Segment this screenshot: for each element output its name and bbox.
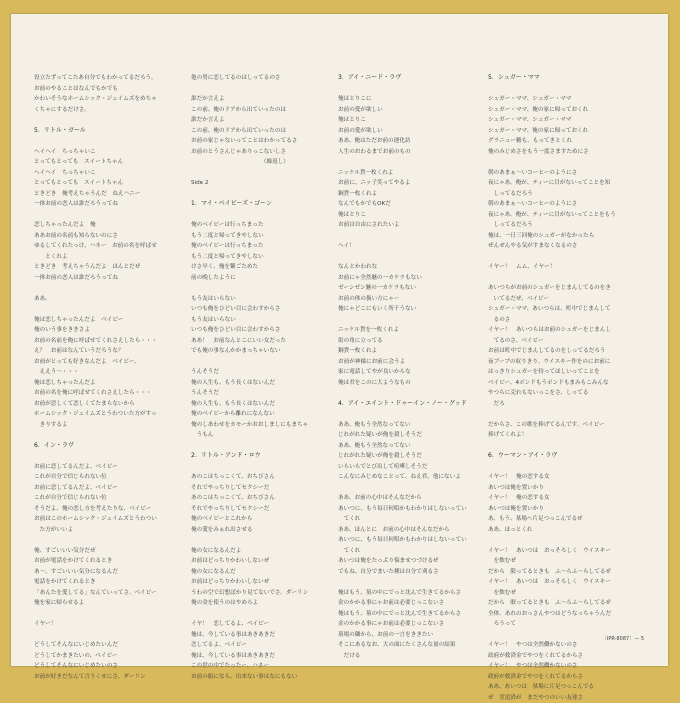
lyric-line: を飲むぜ bbox=[488, 588, 616, 599]
blank-line bbox=[34, 210, 157, 221]
lyric-line: ベイビー、4ポンドもうポンドもまみもこみんな bbox=[488, 378, 616, 389]
lyric-line: 俺はとりこ bbox=[338, 115, 467, 126]
lyric-line: うんそうだ bbox=[191, 367, 308, 378]
lyric-line: 墓場の隣から、お前の一言をききたい bbox=[338, 630, 467, 641]
lyric-line: シュガー・ママ、シュガー・ママ bbox=[488, 94, 616, 105]
lyric-line: お前の名を俺に呼ばせてくれさえしたら・・・ bbox=[34, 388, 157, 399]
lyric-line: あいつらがお前のシュガーをじまんしてるのをき bbox=[488, 283, 616, 294]
lyric-line: この前、俺のドアから出ていったのは bbox=[191, 105, 308, 116]
lyric-line: お前が好きだなんて言うくせにさ、ダーリン bbox=[34, 672, 157, 683]
lyric-line: お前はどっちりかわいしないぜ bbox=[191, 577, 308, 588]
blank-line bbox=[191, 441, 308, 452]
blank-line bbox=[34, 430, 157, 441]
song-title: 2．リトル・アンド・ロウ bbox=[191, 451, 308, 462]
lyric-line: 誰だか言えよ bbox=[191, 115, 308, 126]
blank-line bbox=[338, 409, 467, 420]
lyric-line: それでやっちりしてセクシーだ bbox=[191, 483, 308, 494]
blank-line bbox=[34, 451, 157, 462]
lyric-line: ああ、お前の心中はそんなだから bbox=[338, 493, 467, 504]
lyric-line: ぜ 堂追済が まだやつのいい友達さ bbox=[488, 693, 616, 703]
lyric-line: 俺は君をこのに大ようなもの bbox=[338, 378, 467, 389]
lyric-line: 夜にゃあ、俺が、ティーに目がないってことをもう bbox=[488, 210, 616, 221]
lyric-line: くちゃにするだけさ。 bbox=[34, 105, 157, 116]
lyric-line: ああ、ほっとくれ bbox=[488, 525, 616, 536]
lyric-line: 金のかかる事にゃお前は必要じっこないさ bbox=[338, 619, 467, 630]
blank-line bbox=[191, 84, 308, 95]
lyric-line: 人生のおわるまでお前のもの bbox=[338, 147, 467, 158]
lyric-line: てくれ bbox=[338, 514, 467, 525]
lyric-line: とってもとっても スイートちゃん bbox=[34, 157, 157, 168]
lyric-line: ときどき 俺考えちゃうんだ ねえハニー bbox=[34, 189, 157, 200]
lyric-line: ああ、ほんとに お前の心中はそんなだから bbox=[338, 525, 467, 536]
song-title: 5．シュガー・ママ bbox=[488, 73, 616, 84]
song-title: 1．マイ・ベイビーズ・ゴーン bbox=[191, 199, 308, 210]
blank-line bbox=[34, 304, 157, 315]
lyric-line: 他の男に恋してるのはしってるのさ bbox=[191, 73, 308, 84]
lyric-line: あのこはちっこくて、おちびさん bbox=[191, 472, 308, 483]
lyric-line: お前のやることはなんでもかでも bbox=[34, 84, 157, 95]
lyric-line: お前に恋してるんだよ、ベイビー bbox=[34, 483, 157, 494]
lyric-line: なんでもかでもOKだ bbox=[338, 199, 467, 210]
lyric-line: 俺の金を使うのはやめろよ bbox=[191, 598, 308, 609]
lyric-line: 俺のベイビーは行っちまった bbox=[191, 241, 308, 252]
lyric-line: イヤー！ やつは全然働かないのさ bbox=[488, 661, 616, 672]
lyric-line: 銅貨一枚くれよ bbox=[338, 346, 467, 357]
lyric-line: いらいらでとび出して喧嘩しそうだ bbox=[338, 462, 467, 473]
lyric-line: やつらに売れもないっこをさ、しってる bbox=[488, 388, 616, 399]
lyric-line: どうしてかまきたいの、ベイビー bbox=[34, 651, 157, 662]
lyric-line: え？ お前はなんていうだろうな？ bbox=[34, 346, 157, 357]
lyric-line: 俺は恋しちゃったんだよ ベイビー bbox=[34, 315, 157, 326]
lyric-line: ときどき 考えちゃうんだよ ほんとだぜ bbox=[34, 262, 157, 273]
lyric-line: （繰返し） bbox=[191, 157, 308, 168]
lyric-line: お前が電話をかけてくれるとき bbox=[34, 556, 157, 567]
blank-line bbox=[191, 609, 308, 620]
lyric-line: でもね、自分でまいた種は自分で刈るさ bbox=[338, 567, 467, 578]
blank-line bbox=[191, 462, 308, 473]
lyric-line: 朝のあまぁ～いコーヒーのようにさ bbox=[488, 199, 616, 210]
lyric-line: お前はどっちりかわいしないぜ bbox=[191, 556, 308, 567]
lyric-line: あいつは俺をたっぷり悩ませつづけるぜ bbox=[338, 556, 467, 567]
lyric-line: 俺のベイビーは行っちまった bbox=[191, 220, 308, 231]
column-1 bbox=[34, 73, 157, 682]
lyric-line: 俺、すごいいい気分だぜ bbox=[34, 546, 157, 557]
lyric-line: だろ bbox=[488, 399, 616, 410]
blank-line bbox=[488, 157, 616, 168]
blank-line bbox=[488, 84, 616, 95]
lyric-line: 俺にゃどこにもいく所千うない bbox=[338, 304, 467, 315]
lyric-line: 俺の人生も、もう長くはないんだ bbox=[191, 399, 308, 410]
lyric-line: 俺を家に帰らせるよ bbox=[34, 598, 157, 609]
lyric-line: それでやっちりしてセクシーだ bbox=[191, 504, 308, 515]
lyric-line: いつも俺をひどい目に会わすからさ bbox=[191, 325, 308, 336]
blank-line bbox=[488, 630, 616, 641]
lyric-line: 政府が救済金でやつをくれてるからさ bbox=[488, 651, 616, 662]
lyric-line: うわの空で幻想ばかり見てないでさ、ダーリン bbox=[191, 588, 308, 599]
lyric-line: この世の中でたったー、ハネー bbox=[191, 661, 308, 672]
lyric-line: ああ、俺はただお前の運化訪 bbox=[338, 136, 467, 147]
lyric-sheet bbox=[11, 14, 668, 666]
lyric-line: 俺は、今している事はあきあきだ bbox=[191, 630, 308, 641]
lyric-line: ああ、俺もう全然なってない bbox=[338, 420, 467, 431]
lyric-line: ぜんぜんやる気がすまなくなるのさ bbox=[488, 241, 616, 252]
lyric-line: どうしてそんなにいじめたいんだ bbox=[34, 640, 157, 651]
lyric-line: 政府が救済金でやつをくれてるからさ bbox=[488, 672, 616, 683]
lyric-line: イヤ！ 恋してるよ、ベイビー bbox=[191, 619, 308, 630]
blank-line bbox=[191, 535, 308, 546]
lyric-line: こんなにみじめなことって、ねえ君、他にないよ bbox=[338, 472, 467, 483]
blank-line bbox=[34, 136, 157, 147]
lyric-line: お前はこのホームシック・ジェイムズとうわつい bbox=[34, 514, 157, 525]
lyric-line: どうしてそんなにいじめたいのさ bbox=[34, 661, 157, 672]
song-title: 3．アイ・ニード・ラヴ bbox=[338, 73, 467, 84]
lyric-line: そうだよ、俺の恋し方を考えたりな、ベイビー bbox=[34, 504, 157, 515]
lyric-line: 役立たずってこたあ自分でもわかってるだろう。 bbox=[34, 73, 157, 84]
lyric-line: あいつは俺を置いかり bbox=[488, 504, 616, 515]
blank-line bbox=[338, 231, 467, 242]
blank-line bbox=[191, 210, 308, 221]
lyric-line: 一体お前の恋人は誰だろうってね bbox=[34, 199, 157, 210]
lyric-line: を飲むぜ bbox=[488, 556, 616, 567]
blank-line bbox=[488, 273, 616, 284]
lyric-line: じれがれた疑いが俺を殺しそうだ bbox=[338, 451, 467, 462]
lyric-line: 俺のみじめさをもう一度さますためにさ bbox=[488, 147, 616, 158]
blank-line bbox=[34, 115, 157, 126]
lyric-line: お前の愛が欲しい bbox=[338, 126, 467, 137]
blank-line bbox=[338, 157, 467, 168]
lyric-line: 誰だか言えよ bbox=[191, 94, 308, 105]
blank-line bbox=[488, 462, 616, 473]
lyric-line: ゆるしてくれたっけ、ハネー お前の名を呼ばせ bbox=[34, 241, 157, 252]
lyric-line: お前の家じゃないってことはわかってるさ bbox=[191, 136, 308, 147]
catalog-number: 〔IPR-8087〕— 5 bbox=[602, 635, 644, 642]
lyric-line: いつも俺をひどい目に会わすからさ bbox=[191, 304, 308, 315]
lyric-line: これが自分で信じられない位 bbox=[34, 493, 157, 504]
lyric-line: 夜にゃあ、俺が、ティーに目がないってことを知 bbox=[488, 178, 616, 189]
lyric-line: もう友はいらない bbox=[191, 315, 308, 326]
column-3 bbox=[338, 73, 467, 661]
lyric-line: しってるだろう bbox=[488, 220, 616, 231]
lyric-line: あ～、すごいいい気分になるんだ bbox=[34, 567, 157, 578]
lyric-line: だける bbox=[338, 651, 467, 662]
blank-line bbox=[338, 388, 467, 399]
lyric-line: ヘイ！ bbox=[338, 241, 467, 252]
blank-line bbox=[191, 357, 308, 368]
blank-line bbox=[488, 535, 616, 546]
blank-line bbox=[34, 609, 157, 620]
lyric-line: 朝のあまぁ～いコーヒーのようにさ bbox=[488, 168, 616, 179]
lyric-line: 電話をかけてくれるとき bbox=[34, 577, 157, 588]
lyric-line: ニッケル貨一枚くれよ bbox=[338, 168, 467, 179]
lyric-line: お前の体の扱い方にゃー bbox=[338, 294, 467, 305]
lyric-line: 俺の女になるんだよ bbox=[191, 546, 308, 557]
lyric-line: もう二度と帰ってきやしない bbox=[191, 252, 308, 263]
lyric-line: 俺はとりこ bbox=[338, 210, 467, 221]
lyric-line: イヤー！ ムム、イヤー！ bbox=[488, 262, 616, 273]
lyric-line: とくれよ bbox=[34, 252, 157, 263]
lyric-line: だから 眠ってるときも ふ～らふ～らしてるぜ bbox=[488, 598, 616, 609]
lyric-line: もう二度と帰ってきやしない bbox=[191, 231, 308, 242]
lyric-line: だからさ、この歌を捧げてるんです、ベイビー bbox=[488, 420, 616, 431]
lyric-line: お前のとうさんじゃありっこないしさ bbox=[191, 147, 308, 158]
lyric-line: お前が恋しくて恋しくてたまらないから bbox=[34, 399, 157, 410]
lyric-line: お前が神様にお前に会うよ bbox=[338, 357, 467, 368]
lyric-line: 俺はもう、墓の中にでっと沈んで生きてるからさ bbox=[338, 609, 467, 620]
lyric-line: いてるだぜ、ベイビー bbox=[488, 294, 616, 305]
lyric-line: 銅貨一枚くれよ bbox=[338, 189, 467, 200]
lyric-line: お前は町中でじまんしてるのをしってるだろう bbox=[488, 346, 616, 357]
lyric-line: しってるだろう bbox=[488, 189, 616, 200]
lyric-line: だから 限ってるときも ふ～らふ～らしてるぜ bbox=[488, 567, 616, 578]
lyric-line: 街の角に立ってる bbox=[338, 336, 467, 347]
lyric-line: これが自分で信じられない位 bbox=[34, 472, 157, 483]
blank-line bbox=[338, 577, 467, 588]
lyric-line: 俺のしあわせをカモーかおおしましにもまちゃ bbox=[191, 420, 308, 431]
lyric-line: 一体お前の恋人は誰だろうってね bbox=[34, 273, 157, 284]
blank-line bbox=[338, 315, 467, 326]
lyric-line: お前は自由にされたいよ bbox=[338, 220, 467, 231]
lyric-line: 俺のベイビーとこれから bbox=[191, 514, 308, 525]
blank-line bbox=[338, 252, 467, 263]
column-2 bbox=[191, 73, 308, 682]
blank-line bbox=[338, 84, 467, 95]
lyric-line: お前の名前を俺に呼ばせてくれさえしたら・・・ bbox=[34, 336, 157, 347]
lyric-line: 捧げてくれよ！ bbox=[488, 430, 616, 441]
lyric-line: イヤー！ 俺の恋する女 bbox=[488, 472, 616, 483]
lyric-line: イヤー！ あいつは おっそろしく ウイスキー bbox=[488, 546, 616, 557]
lyric-line: お前に恋してるんだよ、ベイビー bbox=[34, 462, 157, 473]
blank-line bbox=[488, 252, 616, 263]
column-4 bbox=[488, 73, 616, 703]
lyric-line: あいつは俺を置いかり bbox=[488, 483, 616, 494]
lyric-line: 俺の愛をみぁれ出させる bbox=[191, 525, 308, 536]
lyric-line: ああ、あいつは 墓場に片足つっこんでる bbox=[488, 682, 616, 693]
lyric-line: イヤー！ 俺の恋する女 bbox=[488, 493, 616, 504]
lyric-line: 恋してるよ、ベイビー bbox=[191, 640, 308, 651]
lyric-line: そこにあるなお、大の面にたくさんな量の結果 bbox=[338, 640, 467, 651]
lyric-line: うもん bbox=[191, 430, 308, 441]
lyric-line: イヤー！ bbox=[34, 619, 157, 630]
lyric-line: あのこはちっこくて、おちびさん bbox=[191, 493, 308, 504]
song-title: 6．ウーマン・アイ・ラヴ bbox=[488, 451, 616, 462]
lyric-line: イヤー！ やつは全然働かないのさ bbox=[488, 640, 616, 651]
blank-line bbox=[488, 441, 616, 452]
lyric-line: ゼーンゼン魅の一カケラもない bbox=[338, 283, 467, 294]
lyric-line: ええう～・・・ bbox=[34, 367, 157, 378]
lyric-line: シュガー・ママ、あいつらは、町中でじまんして bbox=[488, 304, 616, 315]
blank-line bbox=[191, 189, 308, 200]
lyric-line: 俺はとりこに bbox=[338, 94, 467, 105]
lyric-line: 金のかかる事にゃお前は必要じっこないさ bbox=[338, 598, 467, 609]
blank-line bbox=[34, 535, 157, 546]
lyric-line: てるのさ、ベイビー bbox=[488, 336, 616, 347]
lyric-line: きりするよ bbox=[34, 420, 157, 431]
lyric-line: あいつに、もう毎日何唱かもわかりはしないってい bbox=[338, 535, 467, 546]
blank-line bbox=[338, 483, 467, 494]
lyric-line: ああお前の名前も知らないのにさ bbox=[34, 231, 157, 242]
lyric-line: 全体、あれのおっさんやつはどうなっちゃうんだ bbox=[488, 609, 616, 620]
song-title: 6．イン・ラヴ bbox=[34, 441, 157, 452]
lyric-line: てくれ bbox=[338, 546, 467, 557]
blank-line bbox=[191, 168, 308, 179]
lyric-line: 俺はもう、墓の中にでっと沈んで生きてるからさ bbox=[338, 588, 467, 599]
lyric-line: ニッケル貨を一枚くれよ bbox=[338, 325, 467, 336]
lyric-line: イヤー！ あいつらはお前のシュガーをじまんし bbox=[488, 325, 616, 336]
lyric-line: あ、もう、墓場へ片足つっこんでるぜ bbox=[488, 514, 616, 525]
lyric-line: あいつに、もう毎日何唱かもわかりはしないってい bbox=[338, 504, 467, 515]
lyric-line: お前の愛が欲しい bbox=[338, 105, 467, 116]
lyric-line: ああ、俺もう全然なってない bbox=[338, 441, 467, 452]
lyric-line: るのさ bbox=[488, 315, 616, 326]
lyric-line: シュガー・ママ、シュガー・ママ bbox=[488, 115, 616, 126]
lyric-line: とってもとっても スイートちゃん bbox=[34, 178, 157, 189]
lyric-line: けさ早く、俺を繋ごためた bbox=[191, 262, 308, 273]
lyric-line: じれがれた疑いが俺を殺しそうだ bbox=[338, 430, 467, 441]
lyric-line: 俺のベイビーから離れになんない bbox=[191, 409, 308, 420]
lyric-line: 夜ブーブの収りきり、ウイスキー作をのにお前に bbox=[488, 357, 616, 368]
lyric-line: Side 2 bbox=[191, 178, 308, 189]
lyric-line: 恋しちゃったんだよ 俺 bbox=[34, 220, 157, 231]
lyric-line: ろうって bbox=[488, 619, 616, 630]
lyric-line: 俺は、今している事はあきあきだ bbox=[191, 651, 308, 662]
lyric-line: うんそうだ bbox=[191, 388, 308, 399]
lyric-line: ああ、 bbox=[34, 294, 157, 305]
blank-line bbox=[191, 283, 308, 294]
lyric-line: 俺のいう事をききさよ bbox=[34, 325, 157, 336]
lyric-line: お前の船になら、出来ない事はなにもない bbox=[191, 672, 308, 683]
lyric-line: なんとかわれな bbox=[338, 262, 467, 273]
lyric-line: シュガー・ママ、俺の家に帰っておくれ bbox=[488, 126, 616, 137]
lyric-line: 家に電話してやが良いからな bbox=[338, 367, 467, 378]
lyric-line: ホームシック・ジェイムズとうわついた方がすっ bbox=[34, 409, 157, 420]
lyric-line: 俺の女になるんだ bbox=[191, 567, 308, 578]
blank-line bbox=[34, 630, 157, 641]
lyric-line: 俺の人生も、もう長くはないんだ bbox=[191, 378, 308, 389]
lyric-line: かわいそうなホームシック・ジェイムズをめちゃ bbox=[34, 94, 157, 105]
lyric-line: お前にゃ全然魅の一カケラもない bbox=[338, 273, 467, 284]
song-title: 4．アイ・エイント・ドゥーイン・ノー・グッド bbox=[338, 399, 467, 410]
song-title: 5．リトル・ガール bbox=[34, 126, 157, 137]
lyric-line: イヤー！ あいつは おっそろしく ウイスキー bbox=[488, 577, 616, 588]
lyric-line: お前に、ニッ子笑ってやるよ bbox=[338, 178, 467, 189]
lyric-line: この前、俺のドアから出ていったのは bbox=[191, 126, 308, 137]
lyric-line: シュガー・ママ、俺の家に帰っておくれ bbox=[488, 105, 616, 116]
lyric-line: 俺は恋しちゃったんだよ bbox=[34, 378, 157, 389]
lyric-line: ヘイヘイ ちっちゃいこ bbox=[34, 147, 157, 158]
lyric-line: でも俺の事なんかかまっちゃいない bbox=[191, 346, 308, 357]
lyric-line: グラニュー糖も、もってきとくれ bbox=[488, 136, 616, 147]
lyric-line: はっきりシュガーを持ってほしいってことを bbox=[488, 367, 616, 378]
blank-line bbox=[34, 283, 157, 294]
lyric-line: お前がとっても好きなんだよ ベイビー、 bbox=[34, 357, 157, 368]
blank-line bbox=[488, 409, 616, 420]
lyric-line: 前の晩したように bbox=[191, 273, 308, 284]
lyric-line: もう友はいらない bbox=[191, 294, 308, 305]
lyric-line: ああ！ お前なんとこにいい女だった bbox=[191, 336, 308, 347]
lyric-line: た方がいいよ bbox=[34, 525, 157, 536]
lyric-line: 俺は、一日三回俺のシュガーがなかったら bbox=[488, 231, 616, 242]
lyric-line: 「あんたを愛してる」なんていってさ、ベイビー bbox=[34, 588, 157, 599]
lyric-line: ヘイヘイ ちっちゃいこ bbox=[34, 168, 157, 179]
